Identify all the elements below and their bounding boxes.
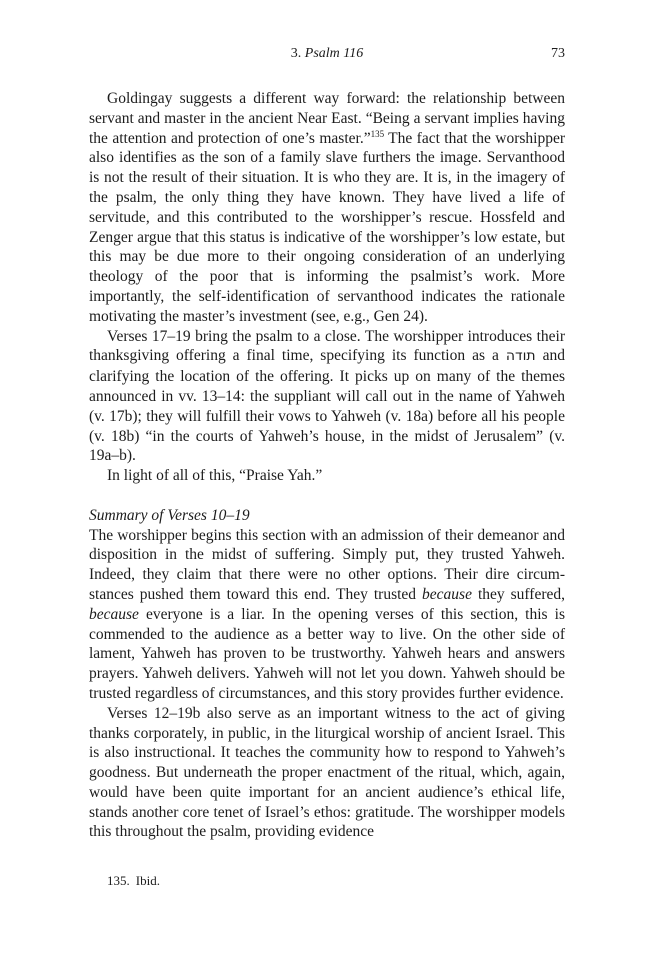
paragraph-praise-yah: In light of all of this, “Praise Yah.”: [107, 467, 323, 485]
footnote-text: Ibid.: [135, 873, 160, 888]
paragraph-goldingay: [89, 89, 565, 327]
paragraph-text: The fact that the worshipper also identifies as the son of a family slave furthers the image. Servanthood is not the result of their situation. It is who they are. It is, in the imagery of the psalm, the only thing they have known. They have lived a life of servitude, and this contributed to the worshipper’s rescue. Hossfeld and Zenger argue that this status is indicative of the worshipper’s low estate, but this may be due more to their ongoing consideration of an underlying theology of the poor that is informing the psalmist’s work. More importantly, the self-identification of servanthood indicates the rationale motivating the master’s investment (see, e.g., Gen 24).: [89, 129, 565, 325]
paragraph-text: they suffered,: [471, 585, 566, 603]
paragraph-summary: [89, 526, 565, 704]
paragraph-text: and clarifying the location of the offering. It picks up on many of the themes announced in vv. 13–14: the suppliant will call out in the name of Yahweh (v. 17b); they will fulfill their vows to Yahweh (v. 18a) before all his people (v. 18b) “in the courts of Yahweh’s house, in the midst of Jerusalem” (v. 19a–b).: [89, 347, 565, 465]
paragraph-text: The worshipper begins this section with an admission of their demeanor and disposition in the midst of suffering. Simply put, they trusted Yahweh. Indeed, they claim that there were no other options. Their dire circumstances pushed them toward this end. They trusted: [89, 526, 565, 603]
chapter-title: Psalm 116: [304, 46, 364, 61]
emphasis: because: [89, 605, 139, 623]
emphasis: because: [422, 585, 472, 603]
section-heading: Summary of Verses 10–19: [89, 506, 250, 524]
chapter-number: 3.: [290, 46, 302, 61]
paragraph-text: Verses 17–19 bring the psalm to a close. The worshipper introduces their thanksgiving offering a final time, specifying its function as a: [89, 327, 565, 365]
paragraph-text: everyone is a liar. In the opening verses of this section, this is commended to the audience as a better way to live. On the other side of lament, Yahweh has proven to be trustworthy. Yahweh hears and answers prayers. Yahweh delivers. Yahweh will not let you down. Yahweh should be trusted regardless of circumstances, and this story provides further evidence.: [89, 605, 565, 702]
paragraph-verses-12-19b: Verses 12–19b also serve as an important witness to the act of giving thanks corporately, in public, in the liturgical worship of ancient Israel. This is also instructional. It teaches the community how to respond to Yahweh’s goodness. But underneath the proper enactment of the ritual, which, again, would have been quite important for an ancient audience’s ethical life, stands another core tenet of Israel’s ethos: gratitude. The worshipper models this throughout the psalm, providing evidence: [89, 704, 565, 841]
body-text: [89, 89, 565, 842]
hebrew-word: תודה: [505, 348, 536, 365]
paragraph-text: Goldingay suggests a different way forward: the relationship between servant and master in the ancient Near East. “Being a servant implies having the attention and protection of one’s master.”: [89, 90, 565, 147]
footnote-reference: 135: [370, 128, 385, 139]
running-head-title: [89, 46, 565, 62]
footnote-number: 135.: [107, 873, 130, 888]
page-number: 73: [551, 46, 565, 61]
paragraph-verses-17-19: [89, 327, 565, 467]
running-head: [89, 46, 565, 66]
footnote: [107, 873, 160, 889]
